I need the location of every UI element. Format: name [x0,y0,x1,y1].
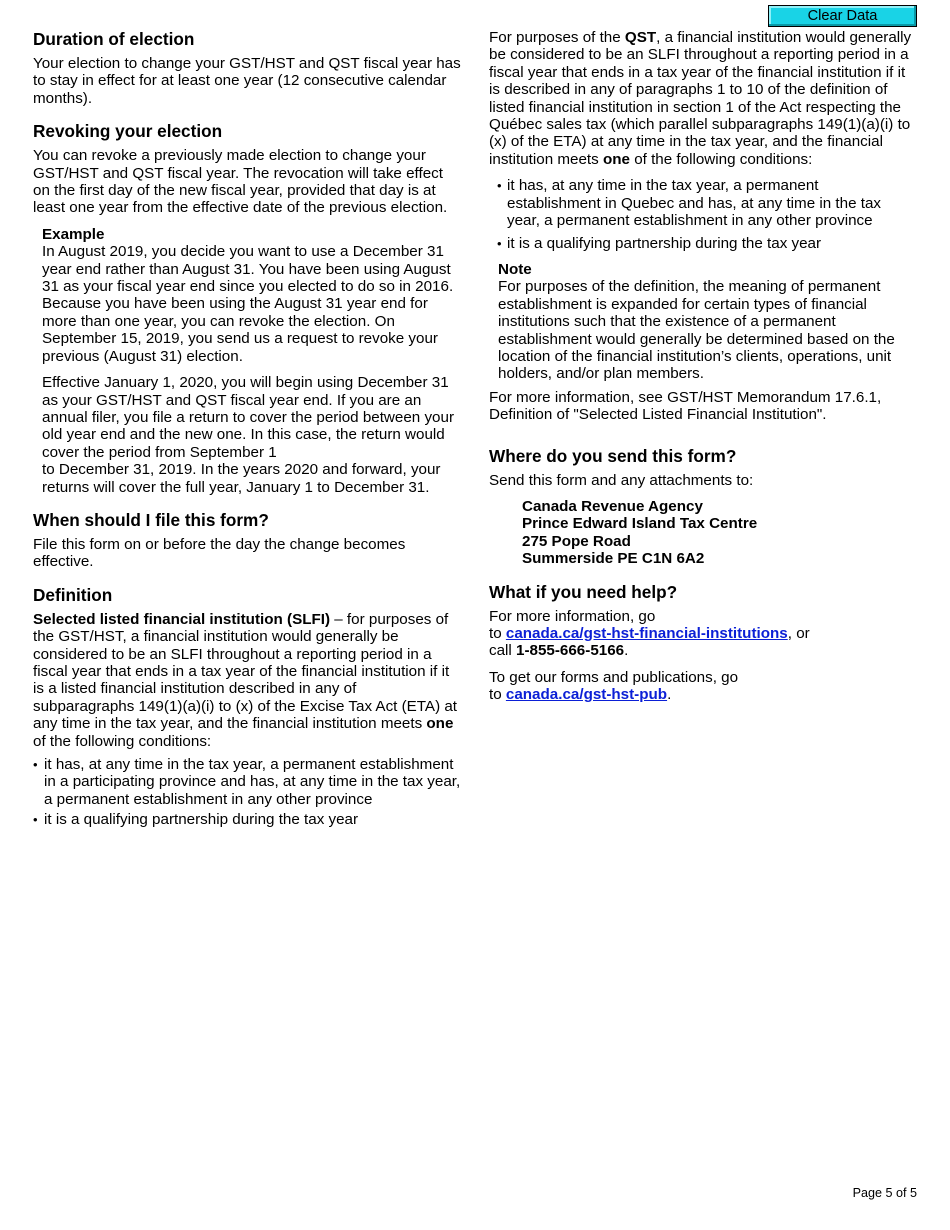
qst-one: one [602,150,630,168]
revoking-section [33,121,461,496]
qst-text-b: , a financial institution would generally be considered to be an SLFI throughout a reporting period in a fiscal year that ends in a tax year of the financial institution if it is described in any of paragraphs 1 to 10 of the definition of listed financial institution in section 1 of the Act respecting the Québec sales tax (which parallel subparagraphs 149(1)(a)(i) to (x) of the ETA) at any time in the tax year, and the financial institution meets [489,29,912,168]
duration-section [33,29,461,107]
qst-note [498,261,913,383]
help-period: . [624,642,629,660]
pub-period: . [667,686,672,704]
list-item: • it has, at any time in the tax year, a permanent establishment in a participating province and has, at any time in the tax year, a permanent establishment in any other province [33,756,461,808]
page-number: Page 5 of 5 [852,1186,917,1200]
qst-text [489,29,913,168]
address-line: Canada Revenue Agency [522,497,703,515]
help-to: to [489,624,506,642]
phone-number: 1-855-666-5166 [516,642,625,660]
right-column [489,29,913,704]
qst-label: QST [624,29,657,46]
address-line: 275 Pope Road [522,532,631,550]
qst-text-a: For purposes of the [489,29,625,46]
note-label: Note [498,260,532,278]
publications-link[interactable]: canada.ca/gst-hst-pub [505,686,668,704]
mailing-address [522,498,913,568]
example-label: Example [42,225,105,243]
revoking-heading: Revoking your election [33,121,223,142]
list-item: • it is a qualifying partnership during the tax year [489,235,913,252]
pub-to: to [489,686,506,704]
help-paragraph-2 [489,669,913,704]
definition-section [33,585,461,829]
pub-text-a: To get our forms and publications, go [489,668,739,686]
example-paragraph-2a: Effective January 1, 2020, you will begin using December 31 as your GST/HST and QST fiscal year end. If you are an annual filer, you file a return to cover the period between your old year end and the new one. In this case, the return would cover the period from September 1 [42,374,454,461]
revoking-text: You can revoke a previously made election to change your GST/HST and QST fiscal year. The revocation will take effect on the first day of the new fiscal year, provided that day is at least one year from the effective date of the previous election. [33,147,448,217]
definition-text [33,611,461,750]
definition-conditions [33,756,461,829]
send-heading: Where do you send this form? [489,445,737,466]
help-paragraph-1 [489,608,913,660]
example-paragraph-2b: to December 31, 2019. In the years 2020 and forward, your returns will cover the full year, January 1 to December 31. [42,461,441,496]
duration-heading: Duration of election [33,29,195,49]
revoking-example [42,226,461,496]
when-text: File this form on or before the day the change becomes effective. [33,535,406,571]
when-heading: When should I file this form? [33,509,269,530]
send-section [489,446,913,568]
help-heading: What if you need help? [489,581,678,602]
qst-conditions [489,177,913,253]
note-text: For purposes of the definition, the meaning of permanent establishment is expanded for certain types of financial institutions such that the existence of a permanent establishment would generally be determined based on the location of the financial institution’s clients, operations, unit holders, and/or plan members. [498,278,895,383]
address-line: Prince Edward Island Tax Centre [522,515,758,533]
send-text: Send this form and any attachments to: [489,471,754,489]
help-text-a: For more information, go [489,607,656,625]
help-section [489,582,913,704]
definition-one: one [426,715,454,733]
list-item: • it is a qualifying partnership during the tax year [33,811,461,828]
list-item: • it has, at any time in the tax year, a permanent establishment in Quebec and has, at any time in the tax year, a permanent establishment in any other province [489,177,913,229]
definition-text-b: of the following conditions: [33,732,212,750]
help-text-b: , or [787,624,810,642]
definition-text-a: – for purposes of the GST/HST, a financial institution would generally be considered to be an SLFI throughout a reporting period in a fiscal year that ends in a tax year of the financial institution if it is a listed financial institution described in any of subparagraphs 149(1)(a)(i) to (x) of the Excise Tax Act (ETA) at any time in the tax year, and the financial institution meets [33,610,458,733]
memorandum-text: For more information, see GST/HST Memorandum 17.6.1, Definition of "Selected Listed Financial Institution". [489,388,882,424]
left-column [33,29,461,832]
qst-section [489,29,913,424]
definition-heading: Definition [33,584,113,605]
address-line: Summerside PE C1N 6A2 [522,550,705,568]
example-paragraph-1: In August 2019, you decide you want to use a December 31 year end rather than August 31. You have been using August 31 as your fiscal year end since you elected to do so in 2016. Because you have been using the August 31 year end for more than one year, you can revoke the election. On September 15, 2019, you send us a request to revoke your previous (August 31) election. [42,243,454,365]
financial-institutions-link[interactable]: canada.ca/gst-hst-financial-institutions [505,624,788,642]
clear-data-button[interactable]: Clear Data [768,5,917,27]
definition-term: Selected listed financial institution (SLFI) [33,610,331,628]
help-call: call [489,642,517,660]
duration-text: Your election to change your GST/HST and QST fiscal year has to stay in effect for at least one year (12 consecutive calendar months). [33,55,461,107]
when-section [33,510,461,571]
qst-text-c: of the following conditions: [629,150,813,168]
